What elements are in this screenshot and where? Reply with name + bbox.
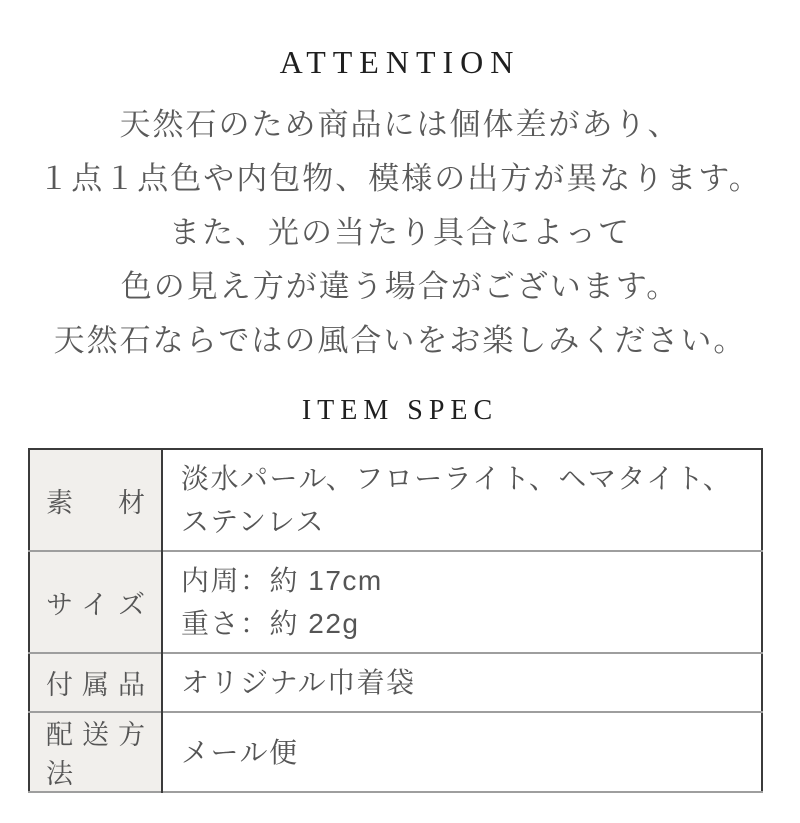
attention-heading: ATTENTION [279, 44, 521, 80]
spec-label-material: 素材 [29, 449, 162, 551]
spec-value-line: 内周：約 17cm [181, 565, 383, 596]
notice-line-3: また、光の当たり具合によって [169, 215, 631, 250]
spec-value-line: ステンレス [181, 506, 326, 537]
spec-label-size: サイズ [29, 551, 162, 653]
notice-line-2: １点１点色や内包物、模様の出方が異なります。 [38, 161, 762, 196]
table-row-shipping [29, 712, 762, 792]
spec-label-accessory: 付属品 [29, 653, 162, 712]
notice-line-5: 天然石ならではの風合いをお楽しみください。 [53, 323, 747, 358]
item-spec-table [28, 448, 763, 793]
spec-value-size [162, 551, 762, 653]
table-row-material [29, 449, 762, 551]
notice-line-4: 色の見え方が違う場合がございます。 [120, 269, 680, 304]
spec-value-line: 淡水パール、フローライト、ヘマタイト、 [181, 463, 733, 494]
attention-notice [0, 98, 800, 368]
spec-label-shipping: 配送方法 [29, 712, 162, 792]
table-row-accessory [29, 653, 762, 712]
notice-line-1: 天然石のため商品には個体差があり、 [119, 107, 681, 142]
spec-value-line: メール便 [181, 736, 299, 768]
spec-value-shipping [162, 712, 762, 792]
spec-value-line: 重さ：約 22g [181, 608, 360, 639]
spec-value-accessory [162, 653, 762, 712]
spec-value-material [162, 449, 762, 551]
item-spec-heading: ITEM SPEC [301, 395, 499, 426]
spec-value-line: オリジナル巾着袋 [181, 667, 416, 698]
table-row-size [29, 551, 762, 653]
